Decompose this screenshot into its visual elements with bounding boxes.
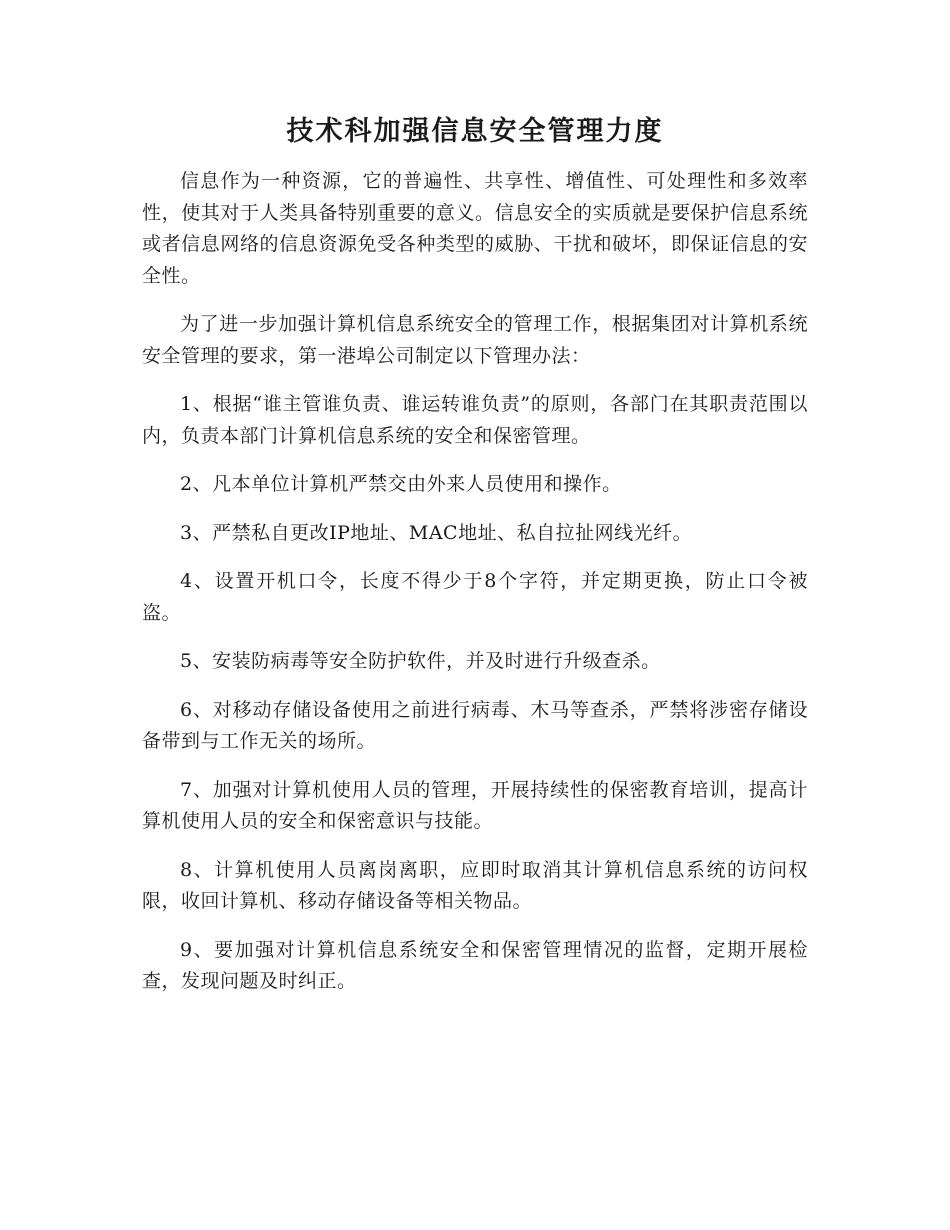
rule-item-8: 8、计算机使用人员离岗离职，应即时取消其计算机信息系统的访问权限，收回计算机、移动存储设备等相关物品。: [142, 858, 808, 912]
rule-item-1: 1、根据“谁主管谁负责、谁运转谁负责”的原则，各部门在其职责范围以内，负责本部门计算机信息系统的安全和保密管理。: [142, 393, 808, 447]
rule-item-3: 3、严禁私自更改IP地址、MAC地址、私自拉扯网线光纤。: [180, 521, 693, 544]
rule-item-7: 7、加强对计算机使用人员的管理，开展持续性的保密教育培训，提高计算机使用人员的安全和保密意识与技能。: [142, 778, 808, 832]
paragraph-intro: 信息作为一种资源，它的普遍性、共享性、增值性、可处理性和多效率性，使其对于人类具备特别重要的意义。信息安全的实质就是要保护信息系统或者信息网络的信息资源免受各种类型的威胁、干扰和破坏，即保证信息的安全性。: [142, 170, 808, 287]
document-title: 技术科加强信息安全管理力度: [286, 116, 664, 147]
rule-item-2: 2、凡本单位计算机严禁交由外来人员使用和操作。: [180, 473, 622, 495]
rule-item-6: 6、对移动存储设备使用之前进行病毒、木马等查杀，严禁将涉密存储设备带到与工作无关的场所。: [142, 698, 808, 752]
rule-item-5: 5、安装防病毒等安全防护软件，并及时进行升级查杀。: [180, 650, 661, 672]
document-body: [142, 166, 808, 1015]
rule-item-4: 4、设置开机口令，长度不得少于8个字符，并定期更换，防止口令被盗。: [142, 570, 808, 624]
rule-item-9: 9、要加强对计算机信息系统安全和保密管理情况的监督，定期开展检查，发现问题及时纠正。: [142, 938, 808, 992]
paragraph-purpose: 为了进一步加强计算机信息系统安全的管理工作，根据集团对计算机系统安全管理的要求，第一港埠公司制定以下管理办法：: [142, 313, 808, 367]
